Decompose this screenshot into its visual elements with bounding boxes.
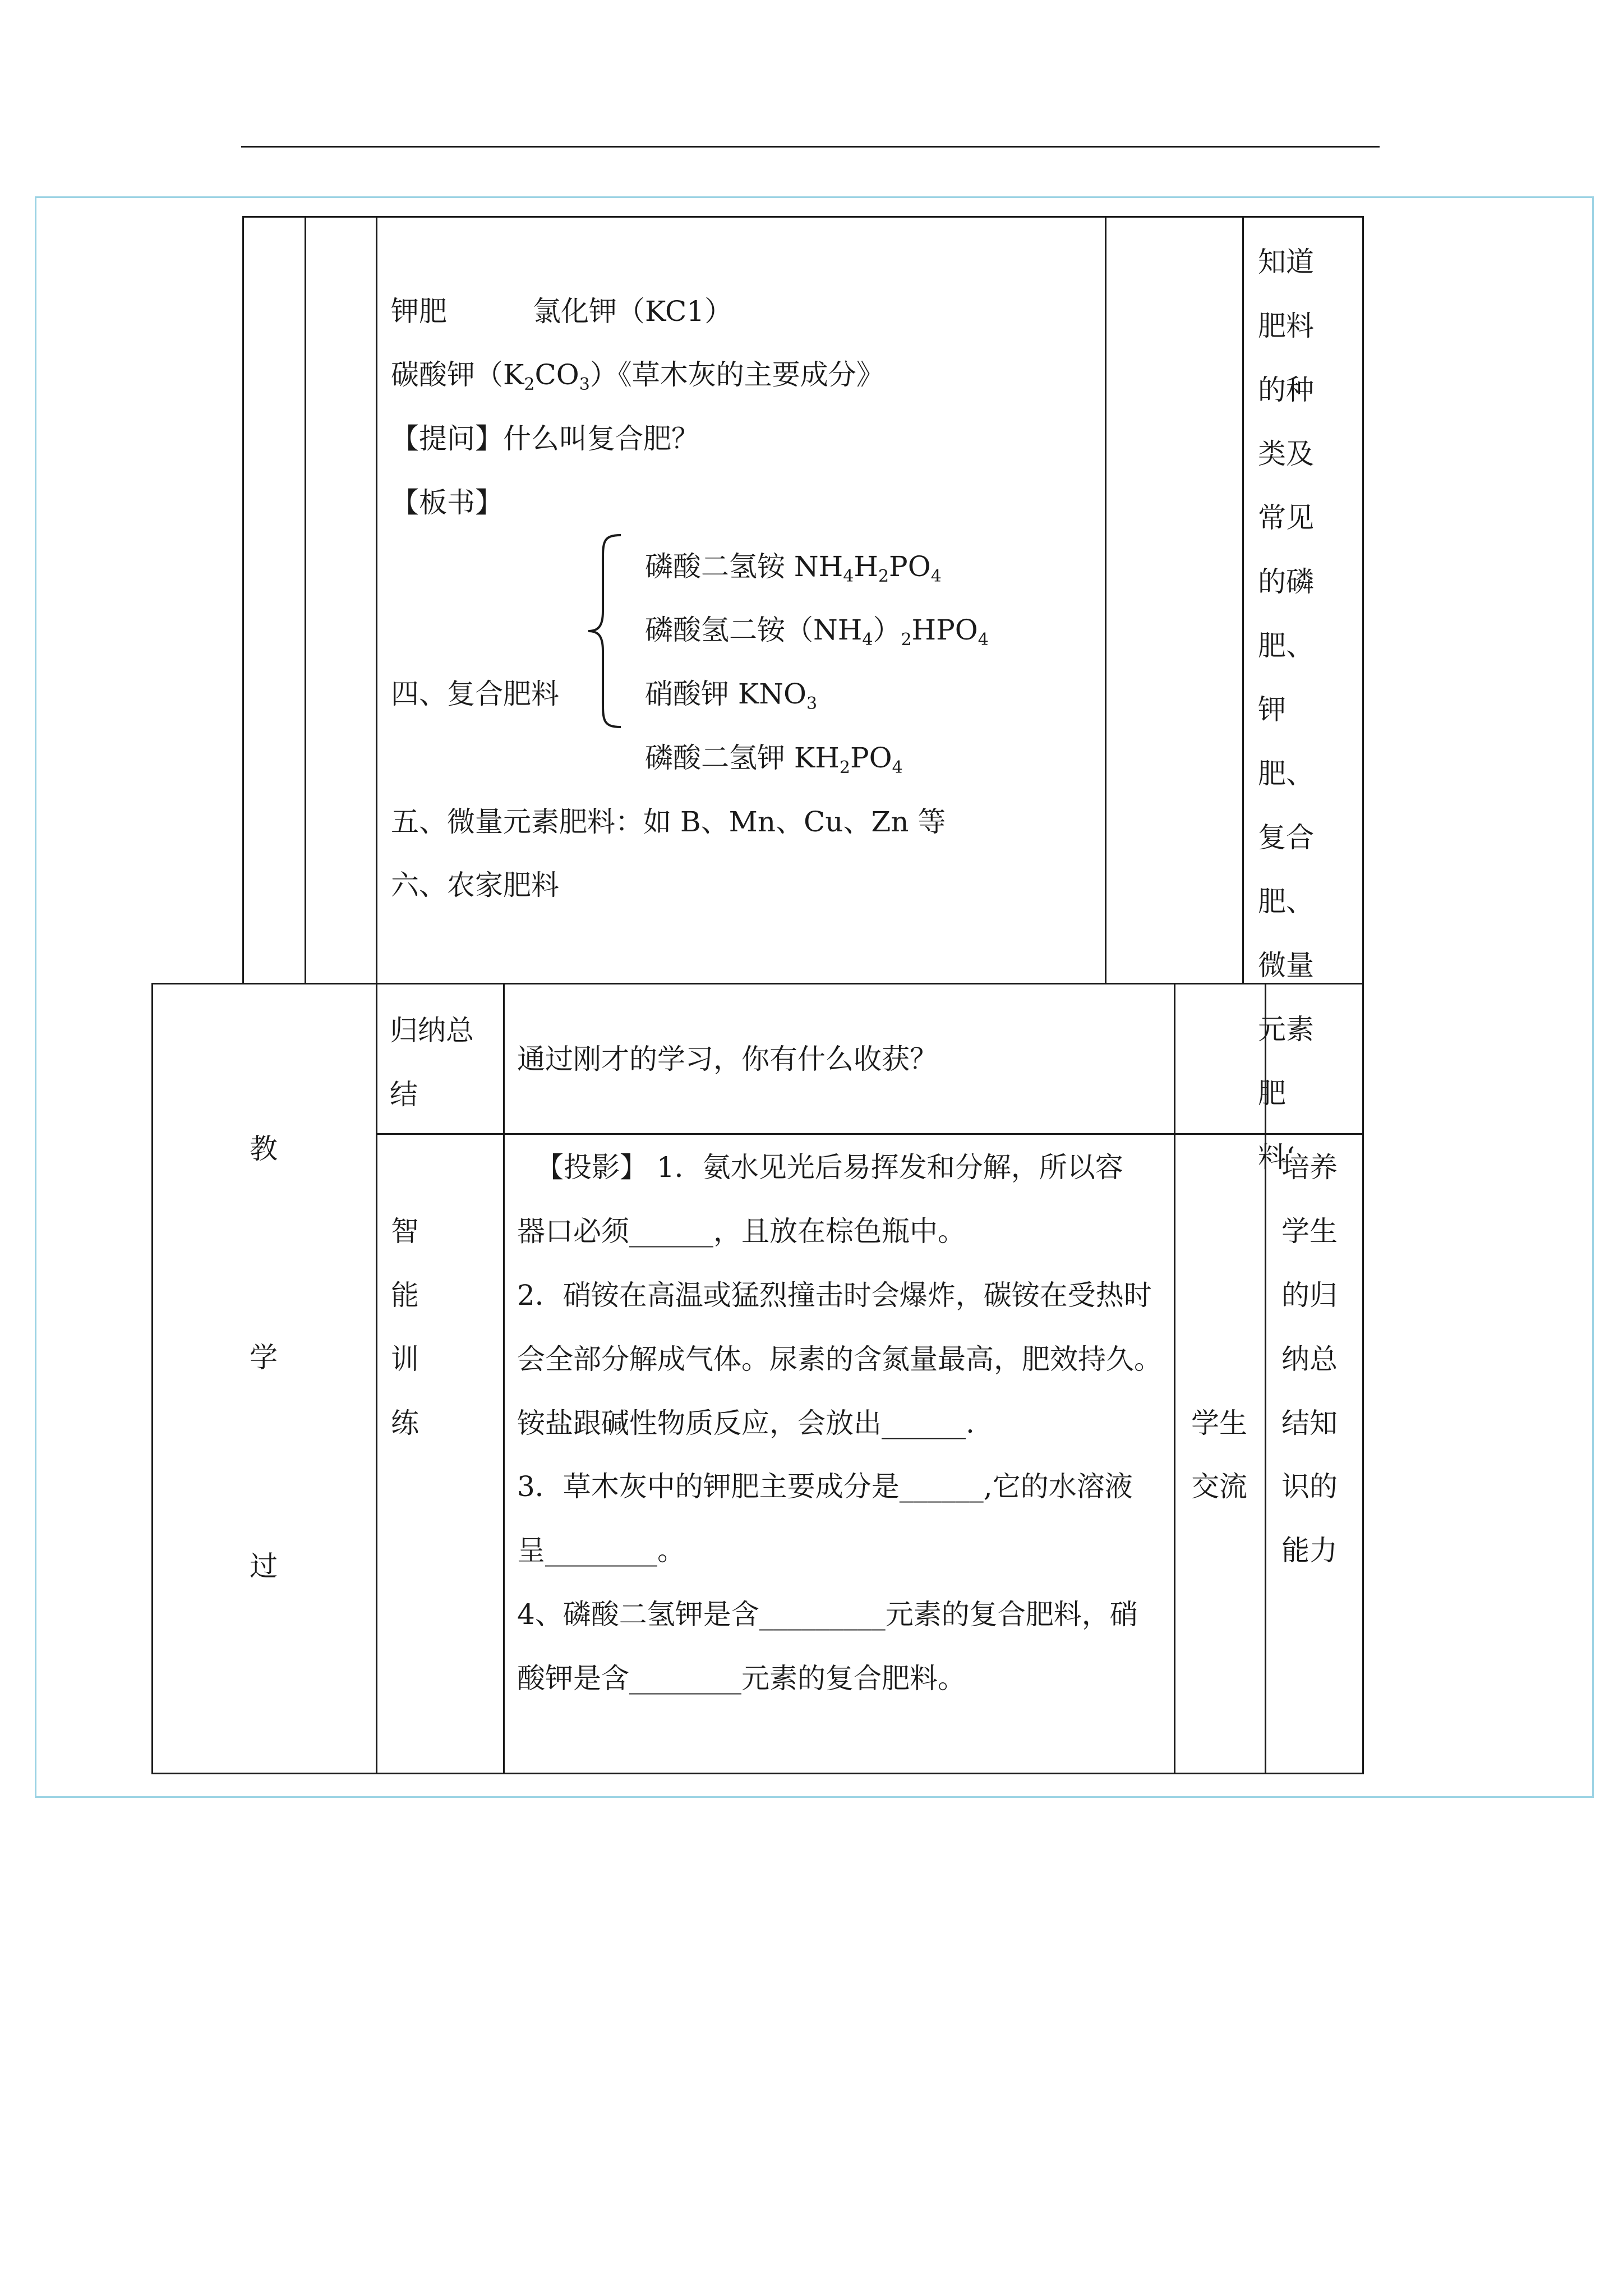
training-label-4: 练: [391, 1407, 419, 1439]
potash-label: 钾肥: [391, 295, 447, 328]
training-label-3: 训: [391, 1343, 419, 1375]
training-label-1: 智: [391, 1215, 419, 1248]
lower-col-line-4: [1174, 983, 1175, 1774]
farm-fertilizer: 六、农家肥料: [391, 869, 559, 901]
purpose-line-6: 识的: [1281, 1470, 1338, 1503]
compound-1: 磷酸二氢铵 $NH_4H_2PO_4$: [645, 550, 942, 586]
compound-3: 硝酸钾 $KNO_3$: [645, 678, 818, 714]
purpose-line-7: 能力: [1281, 1534, 1338, 1567]
upper-col-line-1: [242, 216, 244, 984]
purpose-line-1: 培养: [1281, 1151, 1338, 1184]
section-char-2: 学: [250, 1341, 278, 1374]
exercise-line-8: 4、磷酸二氢钾是含_________元素的复合肥料，硝: [517, 1598, 1138, 1631]
exercise-line-6: 3．草木灰中的钾肥主要成分是______,它的水溶液: [517, 1470, 1133, 1503]
purpose-line-4: 纳总: [1281, 1343, 1338, 1375]
board-heading: 【板书】: [391, 486, 503, 519]
lower-col-line-1: [151, 983, 153, 1774]
exercise-line-4: 会全部分解成气体。尿素的含氮量最高，肥效持久。: [517, 1343, 1162, 1375]
exercise-line-7: 呈________。: [517, 1534, 685, 1567]
potassium-carbonate: 碳酸钾$(K_2CO_3)$《草木灰的主要成分》: [391, 358, 884, 394]
teaching-goal: 知道肥料的种类及常见的磷肥、钾肥、复合肥、微量元素肥料‘: [1258, 246, 1314, 1174]
lower-col-line-3: [503, 983, 505, 1774]
summary-content: 通过刚才的学习，你有什么收获？: [517, 1043, 938, 1075]
potassium-chloride: 氯化钾（KC1）: [533, 295, 733, 328]
compound-label: 四、复合肥料: [391, 678, 559, 710]
activity-line-1: 学生: [1191, 1407, 1247, 1439]
training-label-2: 能: [391, 1279, 419, 1312]
section-char-3: 过: [250, 1550, 278, 1582]
lower-table-bottom: [151, 1773, 1364, 1774]
header-rule: [241, 146, 1380, 148]
compound-4: 磷酸二氢钾 $KH_2PO_4$: [645, 742, 903, 777]
trace-element-fertilizer: 五、微量元素肥料：如 B、Mn、Cu、Zn 等: [391, 806, 946, 838]
summary-label: 归纳总结: [390, 1014, 474, 1111]
exercise-line-9: 酸钾是含________元素的复合肥料。: [517, 1662, 966, 1695]
curly-brace-icon: [586, 533, 625, 729]
exercise-line-1: 【投影】 1．氨水见光后易挥发和分解，所以容: [536, 1151, 1123, 1184]
compound-2: 磷酸氢二铵$(NH_4)_2HPO_4$: [645, 614, 989, 650]
upper-col-line-6: [1362, 216, 1364, 984]
upper-col-line-5: [1242, 216, 1244, 984]
upper-table-top: [242, 216, 1364, 218]
exercise-line-2: 器口必须______，且放在棕色瓶中。: [517, 1215, 966, 1248]
activity-line-2: 交流: [1191, 1470, 1247, 1503]
lower-table-top: [151, 983, 1364, 984]
purpose-line-2: 学生: [1281, 1215, 1338, 1248]
exercise-line-5: 铵盐跟碱性物质反应，会放出______.: [517, 1407, 975, 1439]
exercise-line-3: 2．硝铵在高温或猛烈撞击时会爆炸，碳铵在受热时: [517, 1279, 1152, 1312]
purpose-line-3: 的归: [1281, 1279, 1338, 1312]
lower-col-line-6: [1362, 983, 1364, 1774]
upper-col-line-3: [376, 216, 377, 984]
lower-col-line-2: [376, 983, 377, 1774]
question-compound: 【提问】什么叫复合肥？: [391, 422, 699, 455]
upper-col-line-4: [1105, 216, 1106, 984]
section-char-1: 教: [250, 1133, 278, 1165]
summary-row-bottom: [376, 1133, 1364, 1135]
upper-col-line-2: [305, 216, 306, 984]
purpose-line-5: 结知: [1281, 1407, 1338, 1439]
